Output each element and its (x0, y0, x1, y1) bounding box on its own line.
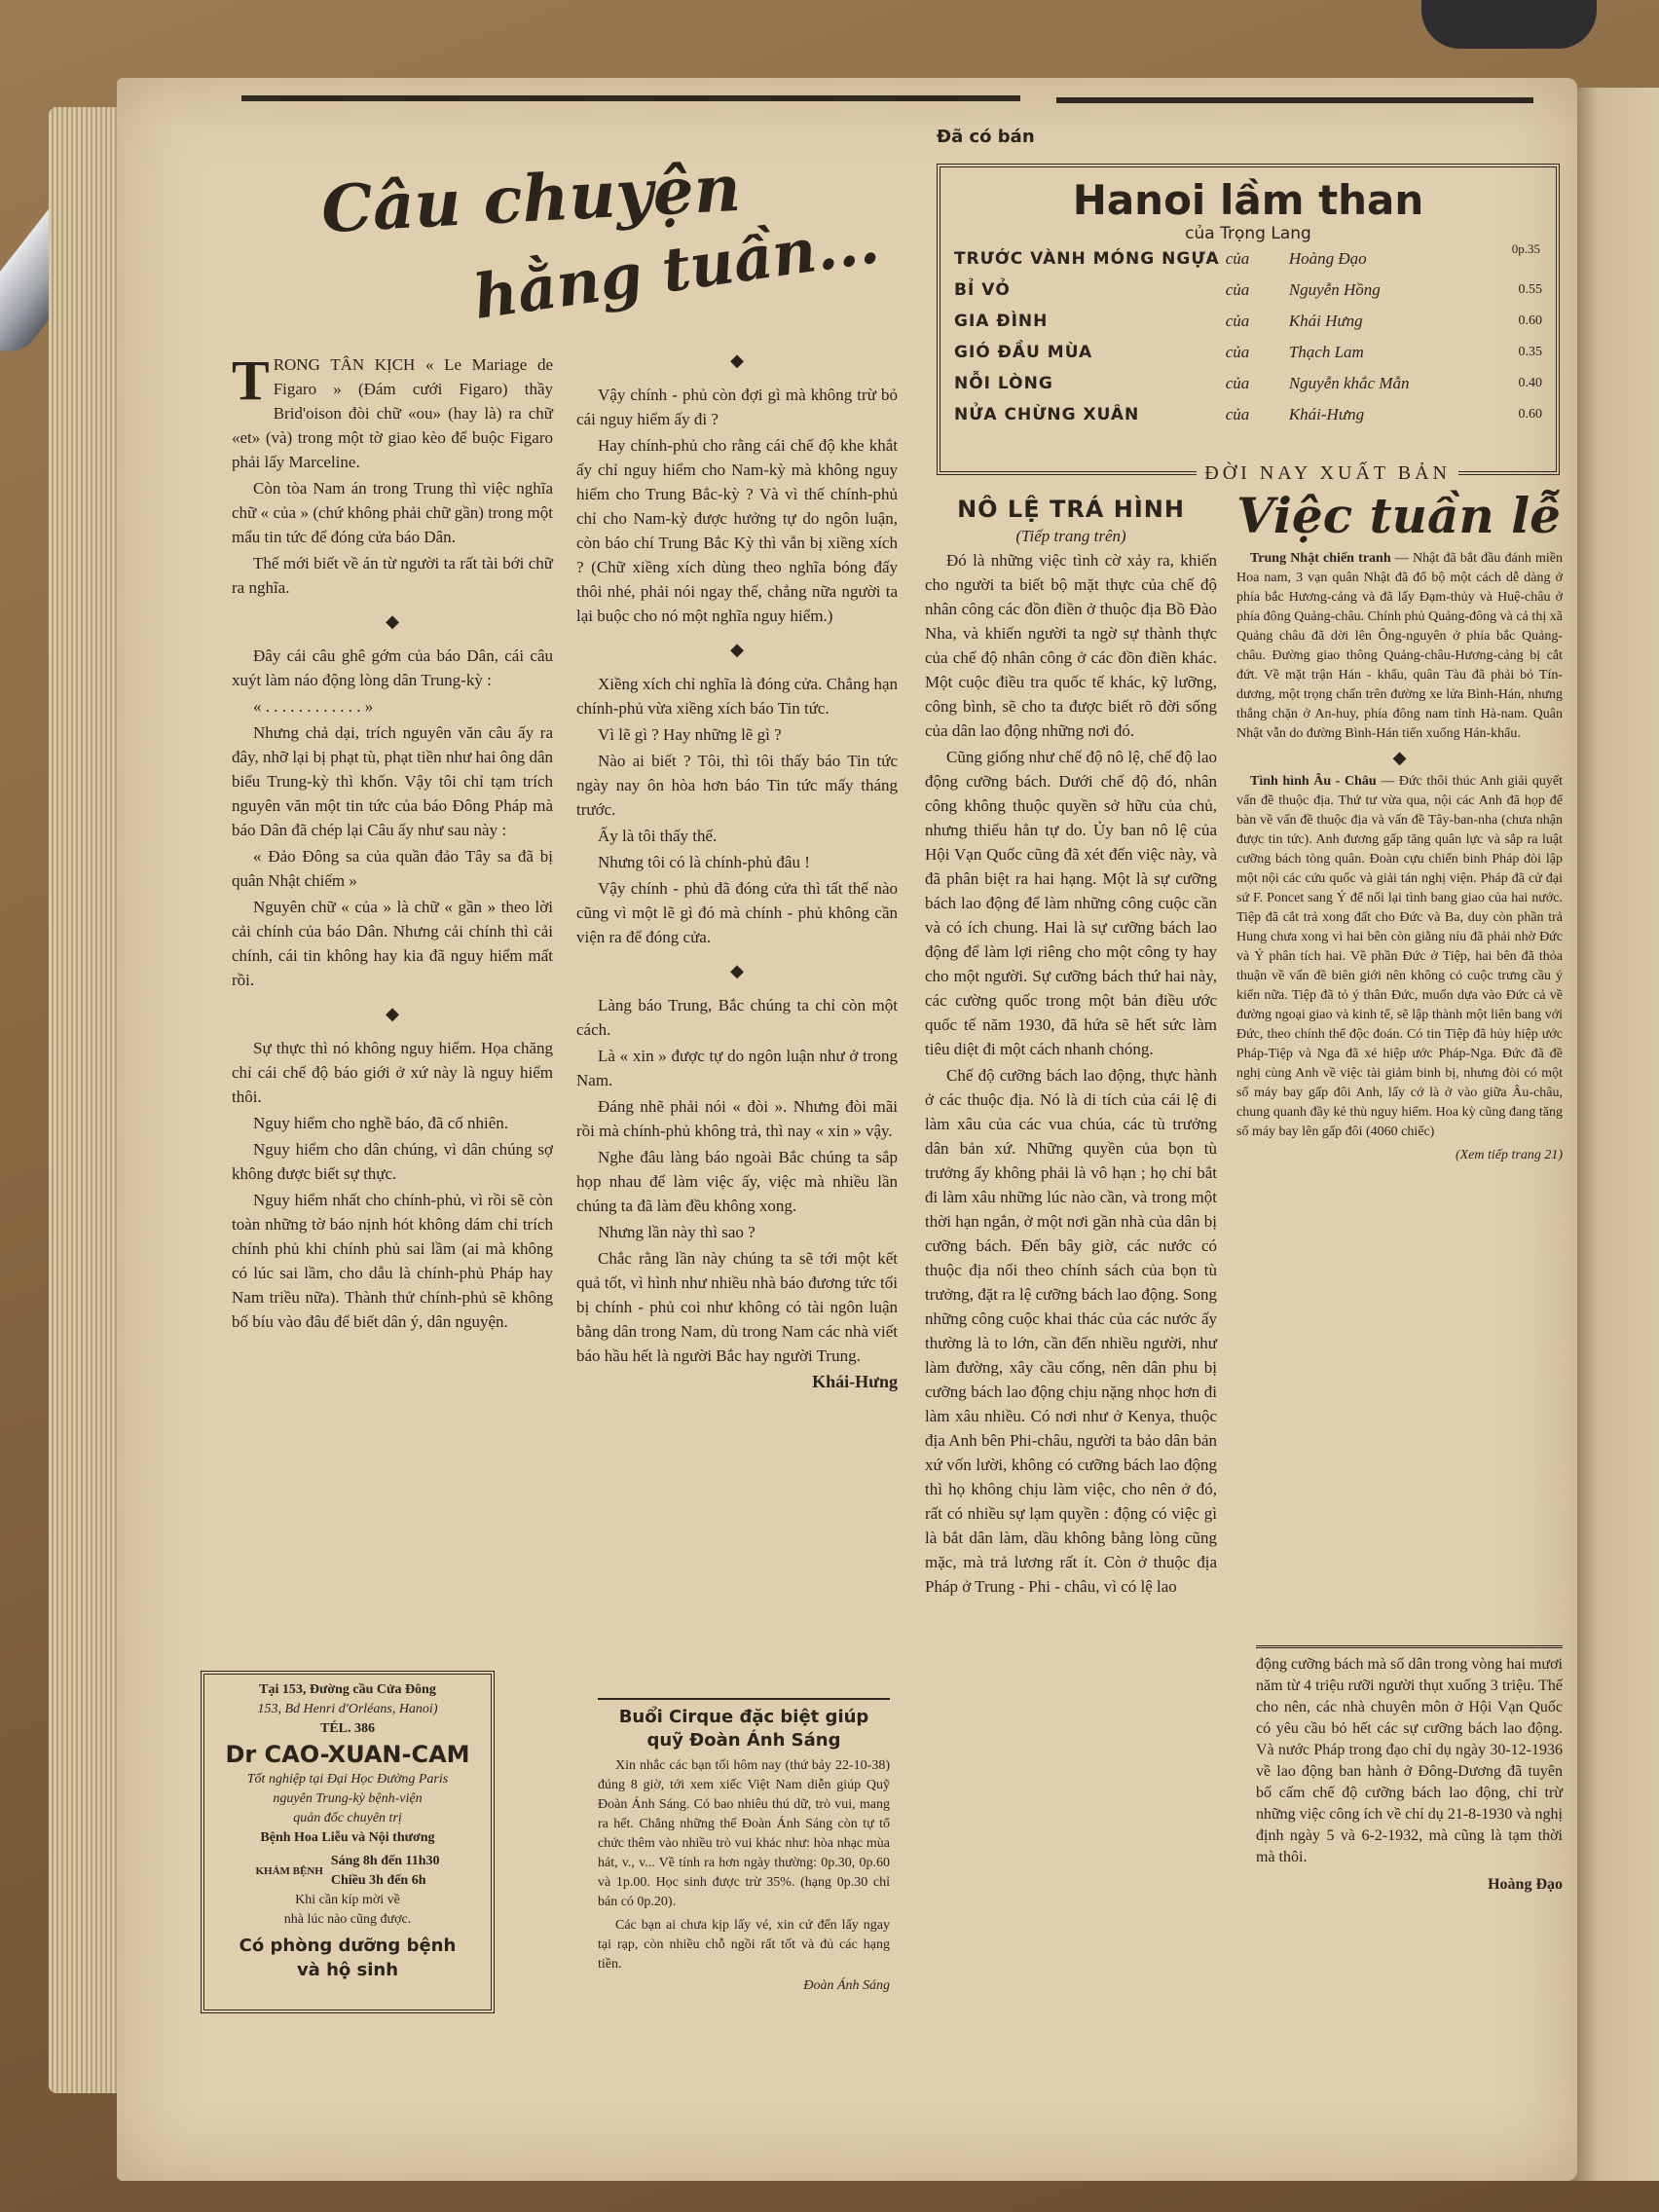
doctor-name: Dr CAO-XUAN-CAM (225, 1741, 470, 1768)
paragraph: Nhưng lần này thì sao ? (598, 1223, 756, 1241)
notice-body: Các bạn ai chưa kịp lấy vé, xin cứ đến lấy ngay tại rạp, còn nhiều chỗ ngồi rất tốt và đủ các hạng tiền. (598, 1918, 890, 1972)
paragraph: Nguyên chữ « của » là chữ « gần » theo lời cải chính của báo Dân. Nhưng cải chính thì cải chính, cái tin không hay kia đã nguy hiểm mất rồi. (232, 898, 553, 989)
cirque-notice (598, 1698, 890, 1996)
paragraph: Cũng giống như chế độ nô lệ, chế độ lao động cưỡng bách. Dưới chế độ đó, nhân công không thuộc quyền sở hữu của chủ, nhưng thiếu hẳn tự do. Ủy ban nô lệ của Hội Vạn Quốc cũng đã xét đến việc này, và đã phân biệt ra hai hạng. Một là sự cưỡng bách lao động để làm những công cuộc cần và có ích chung. Hai là sự cưỡng bách lao động để làm lợi riêng cho một công ty hay cho một người. Sự cưỡng bách thứ hai này, các cường quốc trong một bản điều ước quốc tế năm 1930, đã hứa sẽ hết sức làm tiêu diệt đi một cách nhanh chóng. (925, 748, 1217, 1058)
pen-cap-object (1421, 0, 1597, 49)
book-row (954, 306, 1542, 337)
hours-label: KHÁM BỆNH (255, 1865, 323, 1877)
news-title: Việc tuần lễ (1236, 487, 1561, 544)
price-header: 0p.35 (1511, 241, 1540, 256)
paragraph: Hay chính-phủ cho rằng cái chế độ khe khắt ấy chỉ nguy hiểm cho Nam-kỳ mà không nguy hiểm cho Trung Bắc-kỳ ? Và vì thế chính-phủ chỉ cho Nam-kỳ được hưởng tự do ngôn luận, còn báo chí Trung Bắc Kỳ thì vẫn bị xiềng xích ? (Chữ xiềng xích dùng theo nghĩa bóng đấy thôi nhé, phải nói ngay thế, chẳng nữa người ta lại buộc cho nó một nghĩa nguy hiểm.) (576, 436, 898, 625)
ad-line: nguyên Trung-kỳ bệnh-viện (273, 1791, 423, 1806)
paragraph: RONG TÂN KỊCH « Le Mariage de Figaro » (Đám cưới Figaro) thầy Brid'oison đòi chữ «ou» (hay là) ra chữ «et» (và) trong một tờ giao kèo để buộc Figaro phải lấy Marceline. (232, 355, 553, 471)
paragraph: Còn tòa Nam án trong Trung thì việc nghĩa chữ « của » (chứ không phải chữ gần) trong một mẩu tin tức để đóng cửa báo Dân. (232, 479, 553, 546)
book-title: BỈ VỎ (954, 280, 1011, 300)
book-price: 0.55 (1518, 282, 1542, 297)
ad-line: Tốt nghiệp tại Đại Học Đường Paris (246, 1772, 449, 1787)
book-of: của (1225, 343, 1250, 361)
book-author: Nguyễn Hồng (1288, 280, 1381, 299)
paragraph: Chắc rằng lần này chúng ta sẽ tới một kết quả tốt, vì hình như nhiều nhà báo đương tức tối bị chính - phủ coi như không có tài ngôn luận bằng dân trong Nam, dù trong Nam các nhà viết báo hầu hết là người Bắc hay người Trung. (576, 1249, 898, 1365)
ad-note: Khi cần kíp mời về (295, 1893, 400, 1907)
book-advertisement (937, 164, 1560, 484)
book-byline: của Trọng Lang (1185, 224, 1311, 243)
book-author: Thạch Lam (1288, 343, 1364, 361)
book-row (954, 275, 1542, 306)
paragraph: Nguy hiểm cho nghề báo, đã cố nhiên. (253, 1114, 509, 1132)
book-list (954, 243, 1542, 430)
news-heading: Tình hình Âu - Châu (1250, 774, 1377, 789)
hours-block (212, 1852, 483, 1891)
paragraph: Sự thực thì nó không nguy hiểm. Họa chăng chỉ cái chế độ báo giới ở xứ này là nguy hiểm thôi. (232, 1039, 553, 1106)
diamond-separator-icon: ◆ (730, 350, 744, 370)
article-column-1 (232, 349, 553, 1336)
notice-signature: Đoàn Ánh Sáng (803, 1978, 890, 1993)
news-paragraph (1236, 549, 1563, 744)
book-headline: Hanoi lầm than (1072, 176, 1424, 224)
ad-address: 153, Bd Henri d'Orléans, Hanoi) (257, 1702, 438, 1716)
top-rule-left (241, 95, 1020, 101)
ad-telephone: TÉL. 386 (319, 1721, 375, 1736)
news-heading: Trung Nhật chiến tranh (1250, 551, 1391, 566)
book-row (954, 337, 1542, 368)
book-author: Khái-Hưng (1288, 405, 1365, 424)
diamond-separator-icon: ◆ (386, 611, 399, 631)
article-column-2 (576, 339, 898, 1394)
diamond-separator-icon: ◆ (730, 961, 744, 980)
book-price: 0.40 (1518, 376, 1542, 390)
ad-footer: và hộ sinh (296, 1960, 399, 1980)
paragraph: Chế độ cưỡng bách lao động, thực hành ở các thuộc địa. Nó là di tích của cái lệ đi làm xâu của các vua chúa, các tù trưởng dân bản xứ. Những quyền của bọn tù trưởng ấy không phải là vô hạn ; họ chỉ bắt đi làm xâu những lúc nào cần, và trong một thời hạn ngắn, ở một nơi gần nhà của dân bị cưỡng bách. Đến bây giờ, các nước có thuộc địa nối theo chính sách của bọn tù trưởng, đặt ra lệ cưỡng bách lao động. Song những công cuộc khai thác của các nước ấy thường là to lớn, cần đến nhiều người, như làm đường, xây cầu cống, nên dân phu bị cưỡng bách lao động chịu nặng nhọc hơn đi làm xâu nhiều. Có nơi như ở Kenya, thuộc địa Anh bên Phi-châu, người ta bảo dân bản xứ vốn lười, không có cưỡng bách lao động thì họ không chịu làm việc, cho nên ở đó, rất có nhiều sự lạm quyền : động có việc gì là bắt dân làm, dầu không bằng lòng cũng mặc, mà trả lương rất ít. Còn ở thuộc địa Pháp ở Trung - Phi - châu, vì có lệ lao (925, 1066, 1217, 1596)
book-row (954, 399, 1542, 430)
paragraph: Đáng nhẽ phải nói « đòi ». Nhưng đòi mãi rồi mà chính-phủ không trả, thì nay « xin » vậy. (576, 1097, 898, 1140)
paragraph: Nguy hiểm nhất cho chính-phủ, vì rồi sẽ còn toàn những tờ báo nịnh hót không dám chỉ trích chính phủ khi chính phủ sai lầm (ai mà không có lúc sai lầm, cho dẫu là chính-phủ Pháp hay Nam triều nữa). Thành thử chính-phủ sẽ không bố bíu vào đâu để biết dân ý, dân nguyện. (232, 1191, 553, 1331)
article-no-le (925, 495, 1217, 1601)
divider (598, 1698, 890, 1700)
book-price: 0.60 (1518, 407, 1542, 422)
book-author: Khái Hưng (1288, 312, 1363, 330)
doctor-advertisement (201, 1671, 495, 2013)
ad-line: Bệnh Hoa Liễu và Nội thương (260, 1830, 435, 1845)
hours-afternoon: Chiều 3h đến 6h (330, 1873, 426, 1888)
article-continuation (1256, 1645, 1563, 1896)
notice-body: Xin nhắc các bạn tối hôm nay (thứ bảy 22-10-38) đúng 8 giờ, tới xem xiếc Việt Nam diễn giúp Quỹ Đoàn Ánh Sáng. Có bao nhiêu thú dữ, trò vui, mang ra hết. Chẳng những thế Đoàn Ánh Sáng còn tự tổ chức thêm vào nhiều trò vui khác như: hòa nhạc mùa hát, v., v... Về tính ra hơn ngày thường: 0p.30, 0p.60 và 1p.00. Học sinh được trừ 35%. (hạng 0p.30 chỉ bán có 0p.20). (598, 1758, 890, 1909)
divider (1256, 1645, 1563, 1648)
paragraph: Xiềng xích chỉ nghĩa là đóng cửa. Chẳng hạn chính-phủ vừa xiềng xích báo Tin tức. (576, 675, 898, 718)
paragraph: Vậy chính - phủ đã đóng cửa thì tất thế nào cũng vì một lẽ gì đó mà chính - phủ không cần viện ra để đóng cửa. (576, 879, 898, 946)
paragraph: Nghe đâu làng báo ngoài Bắc chúng ta sắp họp nhau để làm việc ấy, việc mà nhiều lần chúng ta đã làm đều không xong. (576, 1148, 898, 1215)
paragraph: « Đảo Đông sa của quần đảo Tây sa đã bị quân Nhật chiếm » (232, 847, 553, 890)
paragraph: Ấy là tôi thấy thế. (598, 827, 718, 845)
article-signature: Khái-Hưng (812, 1372, 898, 1391)
book-title: GIA ĐÌNH (954, 312, 1049, 331)
ad-address: Tại 153, Đường cầu Cửa Đông (259, 1682, 436, 1697)
paragraph: « . . . . . . . . . . . . » (253, 697, 374, 716)
book-author: Nguyễn khắc Mẫn (1288, 374, 1410, 392)
book-of: của (1225, 249, 1250, 268)
book-price: 0.60 (1518, 313, 1542, 328)
book-title: TRƯỚC VÀNH MÓNG NGỰA (954, 249, 1220, 269)
paragraph: Thế mới biết về án từ người ta rất tài bới chữ ra nghĩa. (232, 554, 553, 597)
notice-title: quỹ Đoàn Ánh Sáng (646, 1730, 841, 1751)
notice-title: Buổi Cirque đặc biệt giúp (618, 1707, 869, 1727)
paragraph: Vậy chính - phủ còn đợi gì mà không trừ bỏ cái nguy hiểm ấy đi ? (576, 386, 898, 428)
diamond-separator-icon: ◆ (1392, 748, 1407, 767)
ad-footer: Có phòng dưỡng bệnh (239, 1936, 457, 1956)
paragraph: Nào ai biết ? Tôi, thì tôi thấy báo Tin tức ngày nay ôn hòa hơn báo Tin tức mấy tháng trước. (576, 752, 898, 819)
diamond-separator-icon: ◆ (730, 640, 744, 659)
newspaper-page (117, 78, 1577, 2181)
diamond-separator-icon: ◆ (386, 1004, 399, 1023)
paragraph: Nhưng chả dại, trích nguyên văn câu ấy ra đây, nhỡ lại bị phạt tù, phạt tiền như hai ông dân biểu Trung-kỳ thì khốn. Vậy tôi chỉ tạm trích nguyên văn một tin tức của báo Đông Pháp mà báo Dân đã chép lại Câu ấy như sau này : (232, 723, 553, 839)
news-paragraph (1236, 772, 1563, 1142)
book-of: của (1225, 374, 1250, 392)
article-subtitle: (Tiếp trang trên) (1015, 527, 1126, 545)
paragraph: Là « xin » được tự do ngôn luận như ở trong Nam. (576, 1047, 898, 1089)
available-label: Đã có bán (937, 127, 1035, 147)
book-of: của (1225, 280, 1250, 299)
column-title-line2: hằng tuần... (468, 205, 884, 333)
article-title: NÔ LỆ TRÁ HÌNH (957, 496, 1185, 523)
paragraph: Làng báo Trung, Bắc chúng ta chỉ còn một cách. (576, 996, 898, 1039)
hours-morning: Sáng 8h đến 11h30 (330, 1854, 440, 1868)
paragraph: Nhưng tôi có là chính-phủ đâu ! (598, 853, 810, 871)
hours-values (331, 1852, 440, 1891)
book-row (954, 368, 1542, 399)
book-of: của (1225, 405, 1250, 424)
ad-line: quản đốc chuyên trị (293, 1811, 402, 1825)
paragraph: động cưỡng bách mà số dân trong vòng hai mươi năm từ 4 triệu rưỡi người thụt xuống 3 triệu. Thế cho nên, các nhà chuyên môn ở Hội Vạn Quốc có yêu cầu bỏ hết các sự cưỡng bách lao động. Và nước Pháp trong đạo chỉ dụ ngày 30-12-1936 về lao động ban hành ở Đông-Dương đã tuyên bố cấm chế độ cưỡng bách lao động, chỉ trừ những việc công ích về chỉ dụ 21-8-1930 và nghị định ngày 5 và 6-2-1932, mà cũng là tạm thời mà thôi. (1256, 1656, 1563, 1865)
news-text: — Nhật đã bắt đầu đánh miền Hoa nam, 3 vạn quân Nhật đã đổ bộ một cách dễ dàng ở phía bắc Hương-cảng và đã lấy Đạm-thủy và Huệ-châu ở phía đông Quảng-châu. Chính phủ Quảng-đông và cả thị xã Quảng châu đã dời lên Ông-nguyên ở phía bắc Quảng-châu. Đường giao thông Quảng-châu-Hương-cảng bị cắt đứt. Về mặt trận Hán - khẩu, quân Tàu đã phải bỏ Tín-dương, một trọng chấn trên đường xe lửa Bình-Hán, nhưng thắng chặn ở An-huy, phía đông nam tỉnh Hà-nam. Quân Nhật vẫn do đường Bình-Hán tiến xuống Hán-khẩu. (1236, 551, 1564, 741)
weekly-news (1236, 487, 1563, 1165)
paragraph: Vì lẽ gì ? Hay những lẽ gì ? (598, 725, 782, 744)
publisher-name: ĐỜI NAY XUẤT BẢN (1197, 462, 1458, 485)
column-title-line1: Câu chuyện (319, 149, 743, 248)
book-author: Hoàng Đạo (1288, 249, 1367, 268)
paragraph: Đây cái câu ghê gớm của báo Dân, cái câu xuýt làm náo động lòng dân Trung-kỳ : (232, 646, 553, 689)
ad-note: nhà lúc nào cũng được. (283, 1912, 412, 1927)
paragraph: Đó là những việc tình cờ xảy ra, khiến cho người ta biết bộ mặt thực của chế độ nhân công các đồn điền ở thuộc địa Bồ Đào Nha, và khiến người ta ngờ sự thành thực của chế độ nhân công ở các đồn điền khác. Một cuộc điều tra quốc tế khác, kỹ lưỡng, công bình, sẽ cho ta được biết rõ đời sống của dân lao động những nơi đó. (925, 551, 1217, 740)
book-of: của (1225, 312, 1250, 330)
book-row (954, 243, 1542, 275)
book-title: NỖI LÒNG (954, 374, 1053, 393)
book-price: 0.35 (1518, 345, 1542, 359)
book-title: NỬA CHỪNG XUÂN (954, 405, 1140, 424)
top-rule-right (1056, 97, 1533, 103)
drop-cap: T (232, 349, 270, 412)
news-text: — Đức thôi thúc Anh giải quyết vấn đề thuộc địa. Thứ tư vừa qua, nội các Anh đã họp để bàn về vấn đề thuộc địa và vấn đề Tây-ban-nha (chưa nhận được tin tức). Anh đương gấp tăng quân lực và sắp ra luật cưỡng bách tòng quân. Đoàn cựu chiến binh Pháp đòi lập một nội các cứu quốc và giải tán nghị viện. Pháp đã cử đại sứ F. Poncet sang Ý để nối lại tình bang giao của hai nước. Tiệp đã cắt trả xong đất cho Đức và Ba, duy còn phần trả Hung chưa xong vì hai bên còn giằng níu đã phải nhờ Đức và Ý phân tích hai. Về phần Đức ở Tiệp, hai bên đã thỏa thuận về vấn đề biên giới nên không có cuộc trưng cầu ý kiến nữa. Tiệp đã tỏ ý thân Đức, muốn dựa vào Đức cả về đường ngoại giao và kinh tế, sẽ lập thành một liên bang với Đức, theo chính thể độc đoán. Có tin Tiệp đã hủy hiệp ước Pháp-Tiệp và Nga đã xé hiệp ước Pháp-Nga. Đức đã đề nghị cùng Anh về việc tài giảm binh bị, nhưng đòi có một số máy bay gấp đôi Anh, lấy cớ là ở vào giữa Âu-châu, chung quanh đầy kẻ thù nguy hiểm. Hoa kỳ cũng đang tăng số máy bay lên gấp đôi (4060 chiếc) (1236, 774, 1564, 1139)
continued-note: (Xem tiếp trang 21) (1455, 1148, 1563, 1162)
article-signature: Hoàng Đạo (1488, 1876, 1563, 1893)
book-title: GIÓ ĐẦU MÙA (954, 343, 1093, 362)
paragraph: Nguy hiểm cho dân chúng, vì dân chúng sợ không được biết sự thực. (232, 1140, 553, 1183)
